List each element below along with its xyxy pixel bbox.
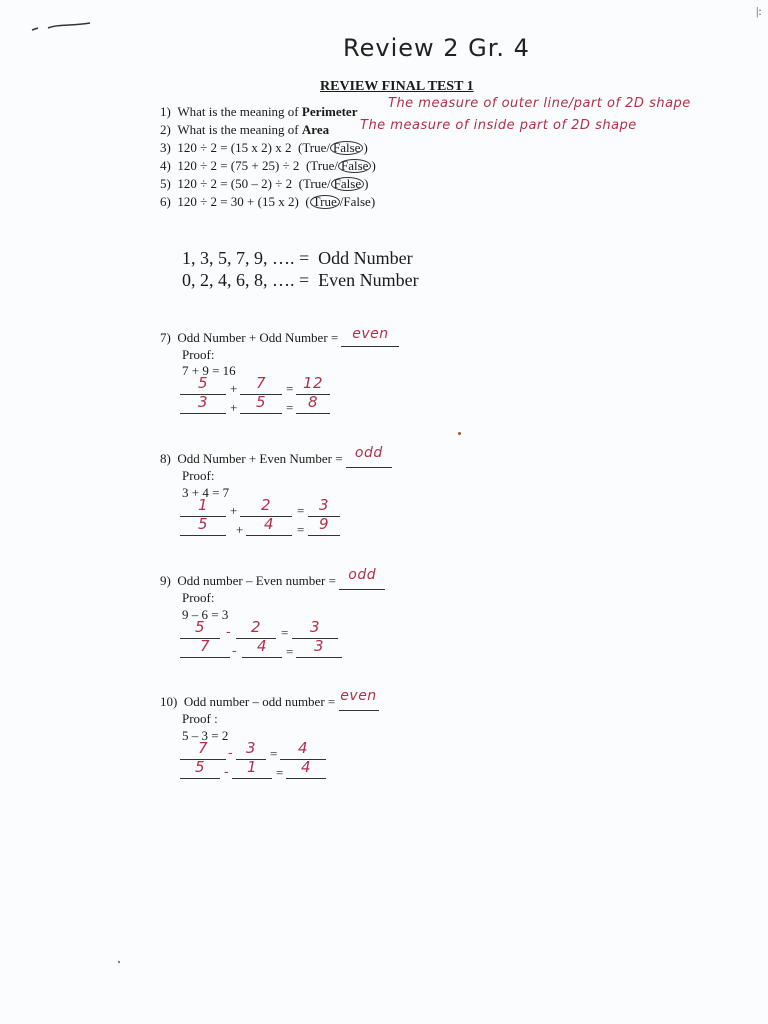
grid-operator: +: [230, 381, 238, 396]
grid-cell: 2: [236, 622, 276, 639]
grid-operator: =: [297, 522, 305, 537]
question-4: 4) 120 ÷ 2 = (75 + 25) ÷ 2 (True/ False ): [160, 158, 376, 173]
grid-operator: =: [297, 503, 305, 518]
pen-scribble-mark: [28, 18, 98, 38]
grid-cell: 5: [180, 519, 226, 536]
proof-example: 3 + 4 = 7: [182, 485, 230, 500]
grid-cell: 9: [308, 519, 340, 536]
answer-area: The measure of inside part of 2D shape: [360, 118, 637, 133]
problem-8-statement: 8) Odd Number + Even Number = odd: [160, 451, 392, 468]
grid-operator: -: [226, 625, 231, 640]
doc-title: REVIEW FINAL TEST 1: [320, 79, 474, 94]
grid-cell: 7: [240, 378, 282, 395]
grid-operator: +: [230, 503, 238, 518]
grid-cell: 5: [240, 397, 282, 414]
grid-cell: 2: [240, 500, 292, 517]
grid-operator: =: [286, 400, 294, 415]
proof-label: Proof :: [182, 711, 218, 726]
circled-answer: True: [310, 195, 340, 209]
proof-grid-7: [180, 374, 360, 418]
odd-number-definition: 1, 3, 5, 7, 9, …. = Odd Number: [182, 248, 413, 268]
grid-cell: 4: [242, 641, 282, 658]
ink-speck: [118, 961, 120, 963]
grid-operator: =: [281, 625, 289, 640]
grid-cell: 4: [246, 519, 292, 536]
grid-cell: 1: [180, 500, 226, 517]
circled-answer: False: [338, 159, 371, 173]
question-5: 5) 120 ÷ 2 = (50 – 2) ÷ 2 (True/ False ): [160, 176, 369, 191]
proof-example: 7 + 9 = 16: [182, 363, 236, 378]
grid-operator: -: [228, 746, 233, 761]
grid-cell: 3: [236, 743, 266, 760]
grid-operator: -: [232, 644, 237, 659]
grid-cell: 3: [296, 641, 342, 658]
proof-label: Proof:: [182, 590, 215, 605]
problem-7-statement: 7) Odd Number + Odd Number = even: [160, 330, 399, 347]
grid-cell: 8: [296, 397, 330, 414]
grid-operator: =: [286, 644, 294, 659]
question-3: 3) 120 ÷ 2 = (15 x 2) x 2 (True/ False ): [160, 140, 368, 155]
proof-example: 5 – 3 = 2: [182, 728, 229, 743]
question-6: 6) 120 ÷ 2 = 30 + (15 x 2) ( True /False): [160, 194, 376, 209]
grid-operator: -: [224, 765, 229, 780]
grid-cell: 3: [180, 397, 226, 414]
ink-speck: [458, 432, 461, 435]
corner-mark: |:: [756, 4, 762, 18]
question-1: 1) What is the meaning of Perimeter: [160, 104, 358, 119]
grid-operator: +: [230, 400, 238, 415]
proof-label: Proof:: [182, 468, 215, 483]
grid-cell: 4: [280, 743, 326, 760]
problem-9-statement: 9) Odd number – Even number = odd: [160, 573, 385, 590]
circled-answer: False: [331, 177, 364, 191]
grid-operator: =: [276, 765, 284, 780]
circled-answer: False: [330, 141, 363, 155]
grid-cell: 12: [296, 378, 330, 395]
grid-operator: +: [236, 522, 244, 537]
grid-cell: 3: [292, 622, 338, 639]
grid-cell: 5: [180, 378, 226, 395]
question-2: 2) What is the meaning of Area: [160, 122, 330, 137]
proof-example: 9 – 6 = 3: [182, 607, 229, 622]
grid-cell: 3: [308, 500, 340, 517]
proof-label: Proof:: [182, 347, 215, 362]
proof-grid-8: [180, 496, 360, 540]
grid-cell: 4: [286, 762, 326, 779]
problem-10-statement: 10) Odd number – odd number = even: [160, 688, 377, 709]
grid-cell: 1: [232, 762, 272, 779]
handwritten-title: Review 2 Gr. 4: [343, 34, 530, 62]
grid-cell: 7: [180, 743, 226, 760]
grid-operator: =: [286, 381, 294, 396]
proof-grid-10: [180, 739, 350, 783]
grid-cell: 5: [180, 622, 220, 639]
answer-perimeter: The measure of outer line/part of 2D shape: [388, 96, 691, 111]
grid-cell: 5: [180, 762, 220, 779]
grid-operator: =: [270, 746, 278, 761]
even-number-definition: 0, 2, 4, 6, 8, …. = Even Number: [182, 270, 419, 290]
proof-grid-9: [180, 618, 350, 662]
grid-cell: 7: [180, 641, 230, 658]
